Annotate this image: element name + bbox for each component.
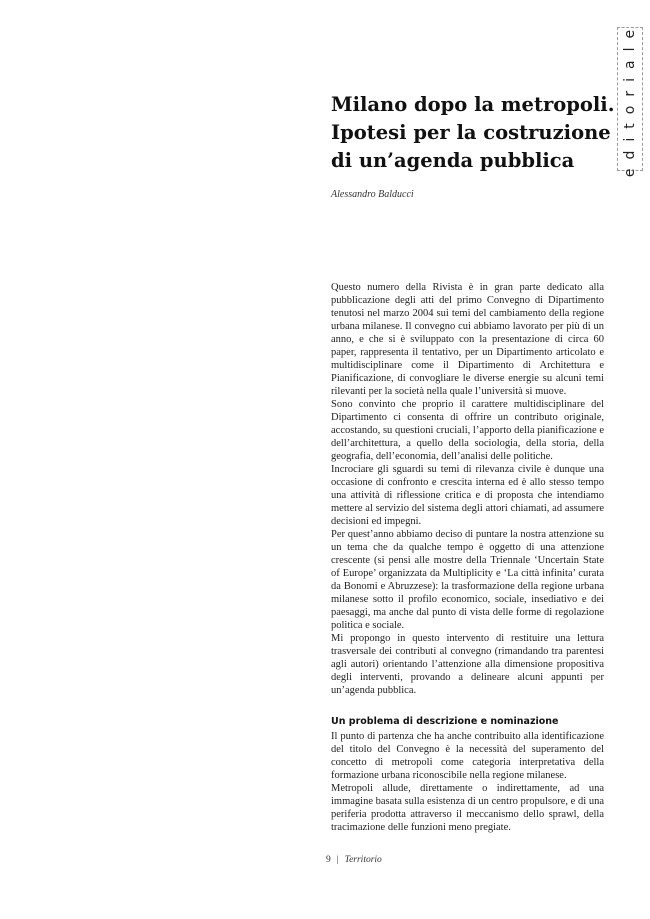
footer-separator: | xyxy=(336,855,339,865)
paragraph: Il punto di partenza che ha anche contribuito alla identificazione del titolo del Convegno è la necessità del superamento del concetto di metropoli come categoria interpretativa della formazione urbana riconoscibile nella regione milanese. xyxy=(331,731,604,781)
title-line: di un’agenda pubblica xyxy=(331,149,575,172)
paragraph: Incrociare gli sguardi su temi di rilevanza civile è dunque una occasione di confronto e crescita interna ed è allo stesso tempo una attività di riflessione critica e di proposta che intendiamo mettere al servizio del sistema degli attori chiamati, ad assumere decisioni ed impegni. xyxy=(331,464,604,527)
paragraph: Questo numero della Rivista è in gran parte dedicato alla pubblicazione degli atti del primo Convegno di Dipartimento tenutosi nel marzo 2004 sui temi del cambiamento della regione urbana milanese. Il convegno cui abbiamo lavorato per più di un anno, e che si è sviluppato con la presentazione di circa 60 paper, rappresenta il tentativo, per un Dipartimento articolato e multidisciplinare come il Dipartimento di Architettura e Pianificazione, di convogliare le diverse energie su alcuni temi rilevanti per la società nella quale l’università si muove. xyxy=(331,282,604,397)
title-line: Milano dopo la metropoli. xyxy=(331,93,615,116)
page-number: 9 xyxy=(326,855,331,865)
section-tab-label: editoriale xyxy=(622,20,639,178)
author-name: Alessandro Balducci xyxy=(331,189,414,200)
section-body xyxy=(331,730,604,834)
title-line: Ipotesi per la costruzione xyxy=(331,121,611,144)
paragraph: Per quest’anno abbiamo deciso di puntare la nostra attenzione su un tema che da qualche tempo è oggetto di una attenzione crescente (si pensi alle mostre della Triennale ‘Uncertain State of Europe’ organizzata da Multiplicity e ‘La città infinita’ curata da Bonomi e Abruzzese): la trasformazione della regione urbana milanese sotto il profilo economico, sociale, insediativo e dei paesaggi, ma anche dal punto di vista delle forme di regolazione politica e sociale. xyxy=(331,529,604,631)
article-title xyxy=(331,91,621,175)
paragraph: Metropoli allude, direttamente o indirettamente, ad una immagine basata sulla esistenza di un centro propulsore, e di una periferia prodotta attraverso il meccanismo dello sprawl, della tracimazione delle funzioni meno pregiate. xyxy=(331,783,604,833)
article-body xyxy=(331,281,604,697)
paragraph: Mi propongo in questo intervento di restituire una lettura trasversale dei contributi al convegno (rimandando tra parentesi agli autori) orientando l’attenzione alla dimensione propositiva degli interventi, provando a delineare alcuni appunti per un’agenda pubblica. xyxy=(331,633,604,696)
section-heading: Un problema di descrizione e nominazione xyxy=(331,716,559,727)
page-footer xyxy=(326,855,382,865)
publication-name: Territorio xyxy=(344,855,382,865)
paragraph: Sono convinto che proprio il carattere multidisciplinare del Dipartimento ci consenta di offrire un contributo originale, accostando, su questioni cruciali, l’apporto della pianificazione e dell’architettura, a quello della sociologia, della storia, della geografia, dell’economia, dell’analisi delle politiche. xyxy=(331,399,604,462)
